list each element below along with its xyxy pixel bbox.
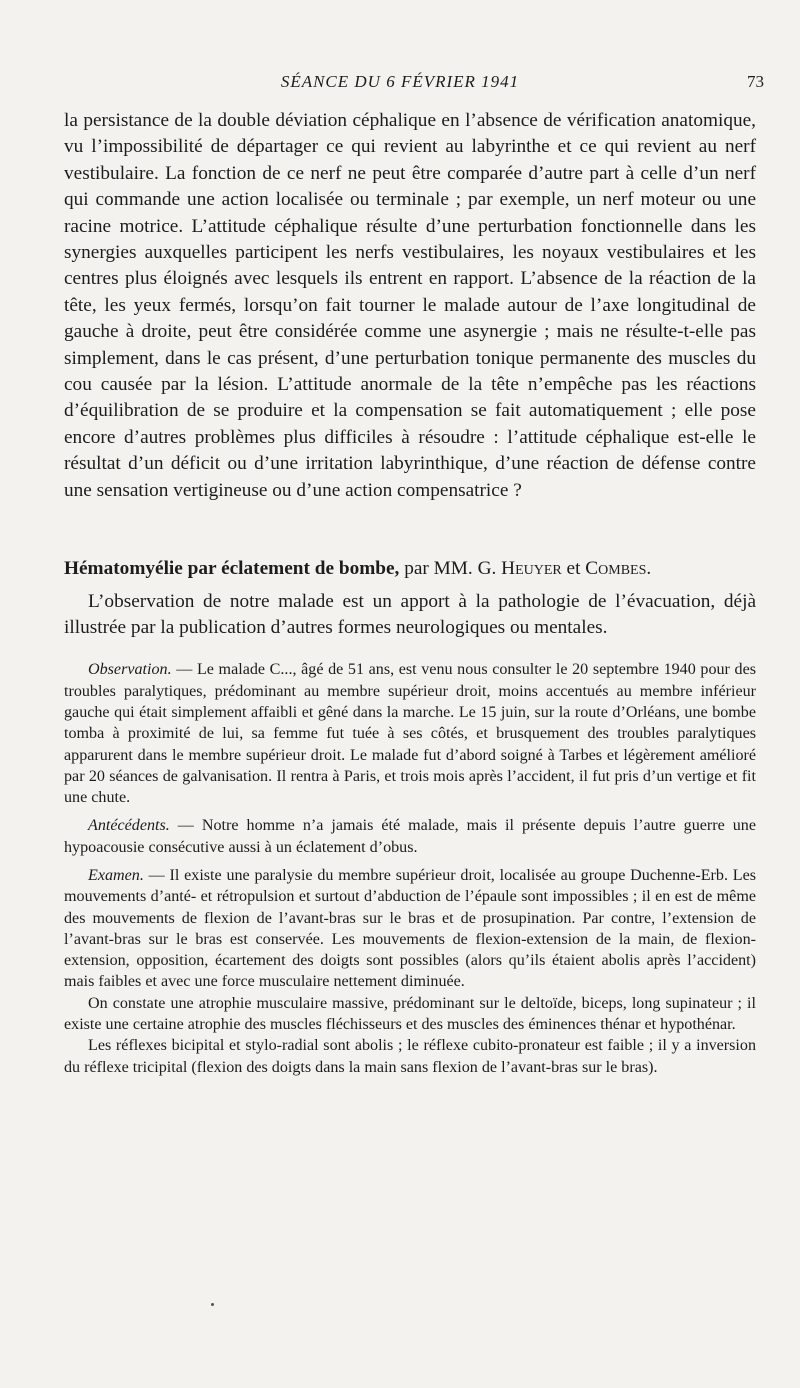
article-intro: L’observation de notre malade est un apport à la pathologie de l’évacuation, déjà illustrée par la publication d’autres formes neurologiques ou mentales.: [64, 590, 756, 638]
examen-label: Examen.: [88, 866, 144, 884]
observation-text: — Le malade C..., âgé de 51 ans, est venu nous consulter le 20 septembre 1940 pour des troubles paralytiques, prédominant au membre supérieur droit, moins accentués au membre inférieur gauche qui était simplement affaibli et gêné dans la marche. Le 15 juin, sur la route d’Orléans, une bombe tomba à proximité de lui, sa femme fut tuée à ses côtés, et brusquement des troubles paralytiques apparurent dans le membre supérieur droit. Le malade fut d’abord soigné à Tarbes et légèrement amélioré par 20 séances de galvanisation. Il rentra à Paris, et trois mois après l’accident, il fut pris d’un vertige et fit une chute.: [64, 661, 756, 807]
page-number: 73: [747, 72, 764, 91]
atrophy-paragraph: On constate une atrophie musculaire massive, prédominant sur le deltoïde, biceps, long supinateur ; il existe une certaine atrophie des muscles fléchisseurs et des muscles des éminences thénar et hypothénar.: [64, 994, 756, 1034]
author-combes: Combes: [585, 558, 647, 580]
paragraph-continued: la persistance de la double déviation céphalique en l’absence de vérification anatomique, vu l’impossibilité de départager ce qui revient au labyrinthe et ce qui revient au nerf vestibulaire. La fonction de ce nerf ne peut être comparée d’autre part à celle d’un nerf qui commande une action localisée ou terminale ; par exemple, un nerf moteur ou une racine motrice. L’attitude céphalique résulte d’une perturbation fonctionnelle dans les synergies auxquelles participent les nerfs vestibulaires, les noyaux vestibulaires et les centres plus éloignés avec lesquels ils entrent en rapport. L’absence de la réaction de la tête, les yeux fermés, lorsqu’on fait tourner le malade autour de l’axe longitudinal de gauche à droite, peut être considérée comme une asynergie ; mais ne résulte-t-elle pas simplement, dans le cas présent, d’une perturbation tonique permanente des muscles du cou causée par la lésion. L’attitude anormale de la tête n’empêche pas les réactions d’équilibration de se produire et la compensation se fait automatiquement ; elle pose encore d’autres problèmes plus difficiles à résoudre : l’attitude céphalique est-elle le résultat d’un déficit ou d’une irritation labyrinthique, d’une réaction de défense contre une sensation vertigineuse ou d’une action compensatrice ?: [64, 110, 756, 501]
byline-prefix: par MM. G.: [399, 558, 502, 580]
author-heuyer: Heuyer: [501, 558, 562, 580]
print-speck: [211, 1303, 214, 1306]
antecedents-label: Antécédents.: [88, 817, 170, 835]
observation-label: Observation.: [88, 661, 172, 679]
examen-text: — Il existe une paralysie du membre supérieur droit, localisée au groupe Duchenne-Erb. Les mouvements d’anté- et rétropulsion et surtout d’abduction de l’épaule sont impossibles ; il en est de même des mouvements de flexion de l’avant-bras sur le bras et de prosupination. Par contre, l’extension de l’avant-bras sur le bras est conservée. Les mouvements de flexion-extension de la main, de flexion-extension, opposition, écartement des doigts sont possibles (alors qu’ils étaient abolis après l’accident) mais faibles et avec une force musculaire nettement diminuée.: [64, 866, 756, 991]
reflexes-paragraph: Les réflexes bicipital et stylo-radial sont abolis ; le réflexe cubito-pronateur est faible ; il y a inversion du réflexe tricipital (flexion des doigts dans la main sans flexion de l’avant-bras sur le bras).: [64, 1037, 756, 1076]
running-title: SÉANCE DU 6 FÉVRIER 1941: [280, 72, 520, 91]
body-text: [64, 108, 756, 1078]
article-heading: [64, 556, 756, 582]
byline-end: .: [646, 558, 652, 580]
article-title: Hématomyélie par éclatement de bombe,: [64, 558, 400, 580]
antecedents-paragraph: [64, 815, 756, 858]
antecedents-text: — Notre homme n’a jamais été malade, mais il présente depuis l’autre guerre une hypoacousie consécutive aussi à un éclatement d’obus.: [64, 817, 756, 856]
examen-paragraph: [64, 865, 756, 993]
spacer: [64, 641, 756, 659]
running-head: [0, 72, 800, 98]
byline-and: et: [561, 558, 586, 580]
observation-paragraph: [64, 659, 756, 808]
